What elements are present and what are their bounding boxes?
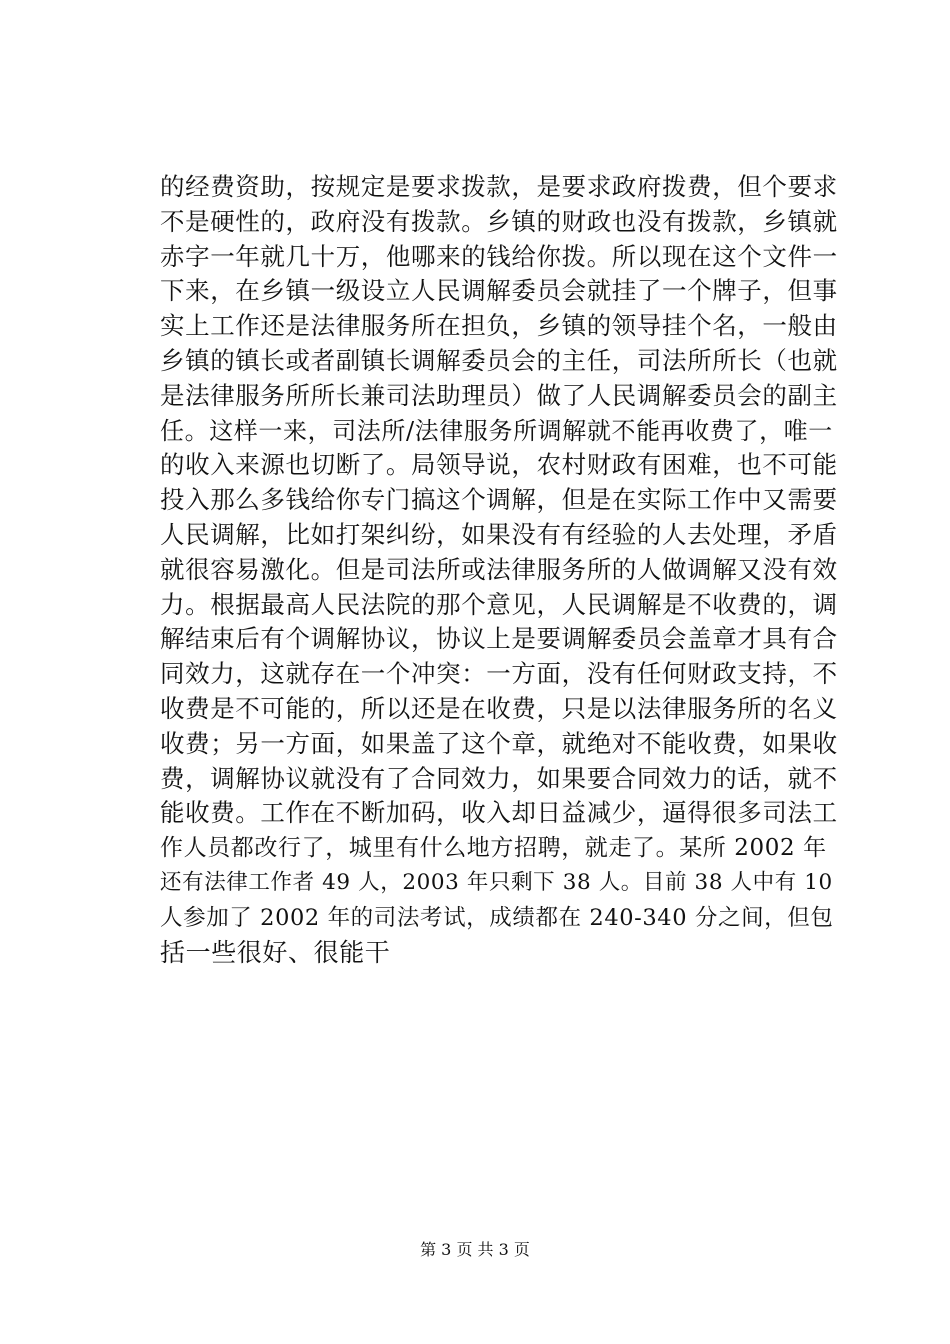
text-line: 能收费。工作在不断加码，收入却日益减少，逼得很多司法工	[160, 798, 838, 828]
text-line: 作人员都改行了，城里有什么地方招聘，就走了。某所 2002 年	[160, 835, 827, 862]
text-line: 赤字一年就几十万，他哪来的钱给你拨。所以现在这个文件一	[160, 241, 838, 271]
text-line: 就很容易激化。但是司法所或法律服务所的人做调解又没有效	[160, 554, 838, 584]
text-line: 括一些很好、很能干	[160, 937, 391, 967]
body-paragraph	[160, 170, 840, 970]
text-line: 人参加了 2002 年的司法考试，成绩都在 240-340 分之间，但包	[160, 904, 834, 931]
text-line: 实上工作还是法律服务所在担负，乡镇的领导挂个名，一般由	[160, 311, 838, 341]
text-line: 是法律服务所所长兼司法助理员）做了人民调解委员会的副主	[160, 380, 838, 410]
text-line: 收费；另一方面，如果盖了这个章，就绝对不能收费，如果收	[160, 728, 838, 758]
text-line: 同效力，这就存在一个冲突：一方面，没有任何财政支持，不	[160, 659, 838, 689]
text-line: 乡镇的镇长或者副镇长调解委员会的主任，司法所所长（也就	[160, 345, 838, 375]
text-line: 力。根据最高人民法院的那个意见，人民调解是不收费的，调	[160, 589, 838, 619]
text-line: 收费是不可能的，所以还是在收费，只是以法律服务所的名义	[160, 693, 838, 723]
text-line: 的收入来源也切断了。局领导说，农村财政有困难，也不可能	[160, 450, 838, 480]
text-line: 下来，在乡镇一级设立人民调解委员会就挂了一个牌子，但事	[160, 276, 838, 306]
text-line: 不是硬性的，政府没有拨款。乡镇的财政也没有拨款，乡镇就	[160, 206, 838, 236]
text-line: 投入那么多钱给你专门搞这个调解，但是在实际工作中又需要	[160, 485, 838, 515]
text-line: 解结束后有个调解协议，协议上是要调解委员会盖章才具有合	[160, 624, 838, 654]
page-number-footer: 第 3 页 共 3 页	[420, 1240, 530, 1259]
text-line: 费，调解协议就没有了合同效力，如果要合同效力的话，就不	[160, 763, 838, 793]
text-line: 任。这样一来，司法所/法律服务所调解就不能再收费了，唯一	[160, 416, 833, 445]
text-line: 人民调解，比如打架纠纷，如果没有有经验的人去处理，矛盾	[160, 519, 838, 549]
text-line: 的经费资助，按规定是要求拨款，是要求政府拨费，但个要求	[160, 172, 838, 201]
text-line: 还有法律工作者 49 人，2003 年只剩下 38 人。目前 38 人中有 10	[160, 869, 833, 895]
